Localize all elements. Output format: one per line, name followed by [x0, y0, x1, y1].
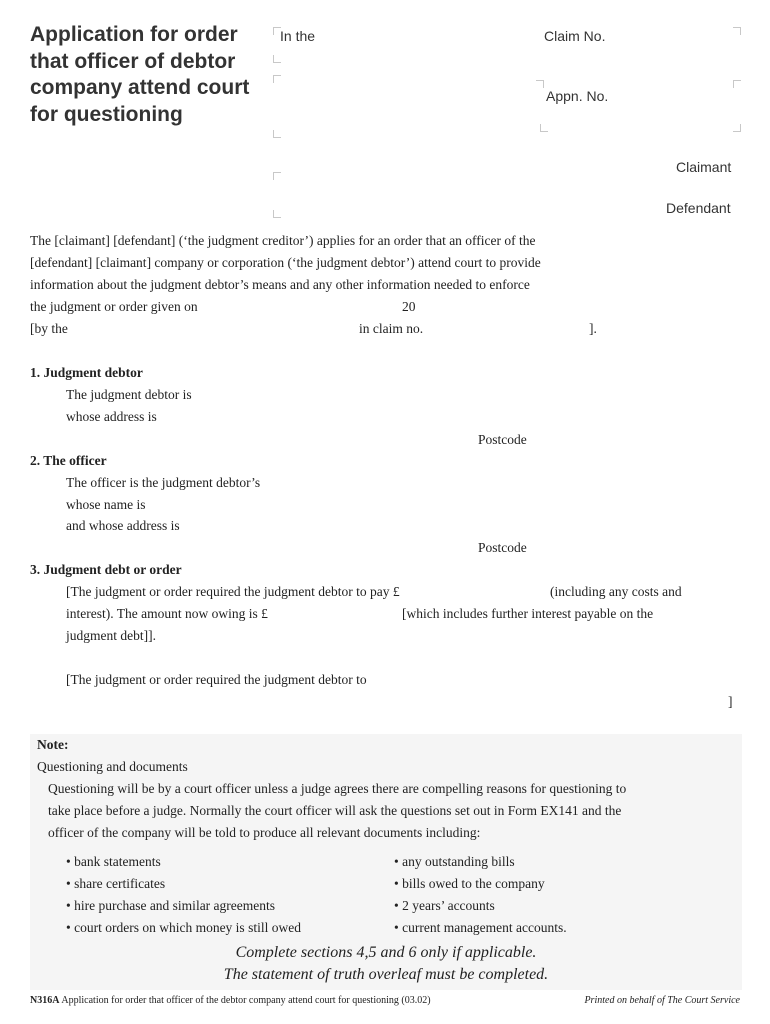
note-subheading: Questioning and documents: [37, 759, 188, 774]
note-para-line-1: Questioning will be by a court officer unless a judge agrees there are compelling reasons for questioning to: [48, 781, 627, 796]
list-item: • current management accounts.: [394, 920, 567, 935]
intro-by-the: [by the: [30, 321, 68, 336]
section2-line-2: whose name is: [66, 497, 146, 512]
footer-form-ref: [30, 995, 431, 1006]
intro-close: ].: [589, 321, 597, 336]
section2-line-1: The officer is the judgment debtor’s: [66, 475, 261, 490]
list-item: • court orders on which money is still owed: [66, 920, 301, 935]
intro-line-2: [defendant] [claimant] company or corporation (‘the judgment debtor’) attend court to provide: [30, 255, 541, 270]
section1-line-2: whose address is: [66, 409, 157, 424]
list-item: • bank statements: [66, 854, 161, 869]
section3-close: ]: [728, 694, 733, 709]
section1-postcode-label: Postcode: [478, 432, 527, 447]
list-item: • 2 years’ accounts: [394, 898, 495, 913]
list-item: • share certificates: [66, 876, 166, 891]
page-title: Application for order that officer of debtor company attend court for questioning: [30, 23, 250, 126]
claim-no-label: Claim No.: [544, 28, 606, 44]
intro-line-1: The [claimant] [defendant] (‘the judgment creditor’) applies for an order that an officer of the: [30, 233, 536, 248]
intro-line-4: the judgment or order given on: [30, 299, 198, 314]
section3-heading: 3. Judgment debt or order: [30, 562, 182, 577]
list-item: • any outstanding bills: [394, 854, 515, 869]
section2-heading: 2. The officer: [30, 453, 107, 468]
statement-of-truth-notice: The statement of truth overleaf must be completed.: [223, 966, 549, 983]
appn-no-label: Appn. No.: [546, 88, 609, 104]
section3-line-2a: interest). The amount now owing is £: [66, 606, 268, 621]
note-heading: Note:: [37, 737, 69, 752]
intro-line-3: information about the judgment debtor’s means and any other information needed to enforce: [30, 277, 530, 292]
list-item: • hire purchase and similar agreements: [66, 898, 276, 913]
section1-line-1: The judgment debtor is: [66, 387, 192, 402]
note-para-line-2: take place before a judge. Normally the court officer will ask the questions set out in Form EX141 and the: [48, 803, 622, 818]
section3-line-3: judgment debt]].: [66, 628, 156, 643]
section3-line-2b: [which includes further interest payable on the: [402, 606, 654, 621]
in-the-label: In the: [280, 28, 316, 44]
section1-heading: 1. Judgment debtor: [30, 365, 143, 380]
section3-line-4: [The judgment or order required the judgment debtor to: [66, 672, 367, 687]
form-description: Application for order that officer of the debtor company attend court for questioning (03.02): [61, 995, 431, 1006]
complete-sections-notice: Complete sections 4,5 and 6 only if applicable.: [235, 944, 537, 961]
form-code: N316A: [30, 995, 60, 1006]
printed-by: Printed on behalf of The Court Service: [584, 995, 740, 1006]
intro-year: 20: [402, 299, 416, 314]
defendant-label: Defendant: [666, 200, 731, 216]
note-para-line-3: officer of the company will be told to produce all relevant documents including:: [48, 825, 481, 840]
section3-line-1b: (including any costs and: [550, 584, 682, 599]
section2-postcode-label: Postcode: [478, 540, 527, 555]
intro-in-claim-no: in claim no.: [359, 321, 424, 336]
claimant-label: Claimant: [676, 159, 732, 175]
list-item: • bills owed to the company: [394, 876, 545, 891]
section3-line-1a: [The judgment or order required the judgment debtor to pay £: [66, 584, 400, 599]
section2-line-3: and whose address is: [66, 518, 180, 533]
